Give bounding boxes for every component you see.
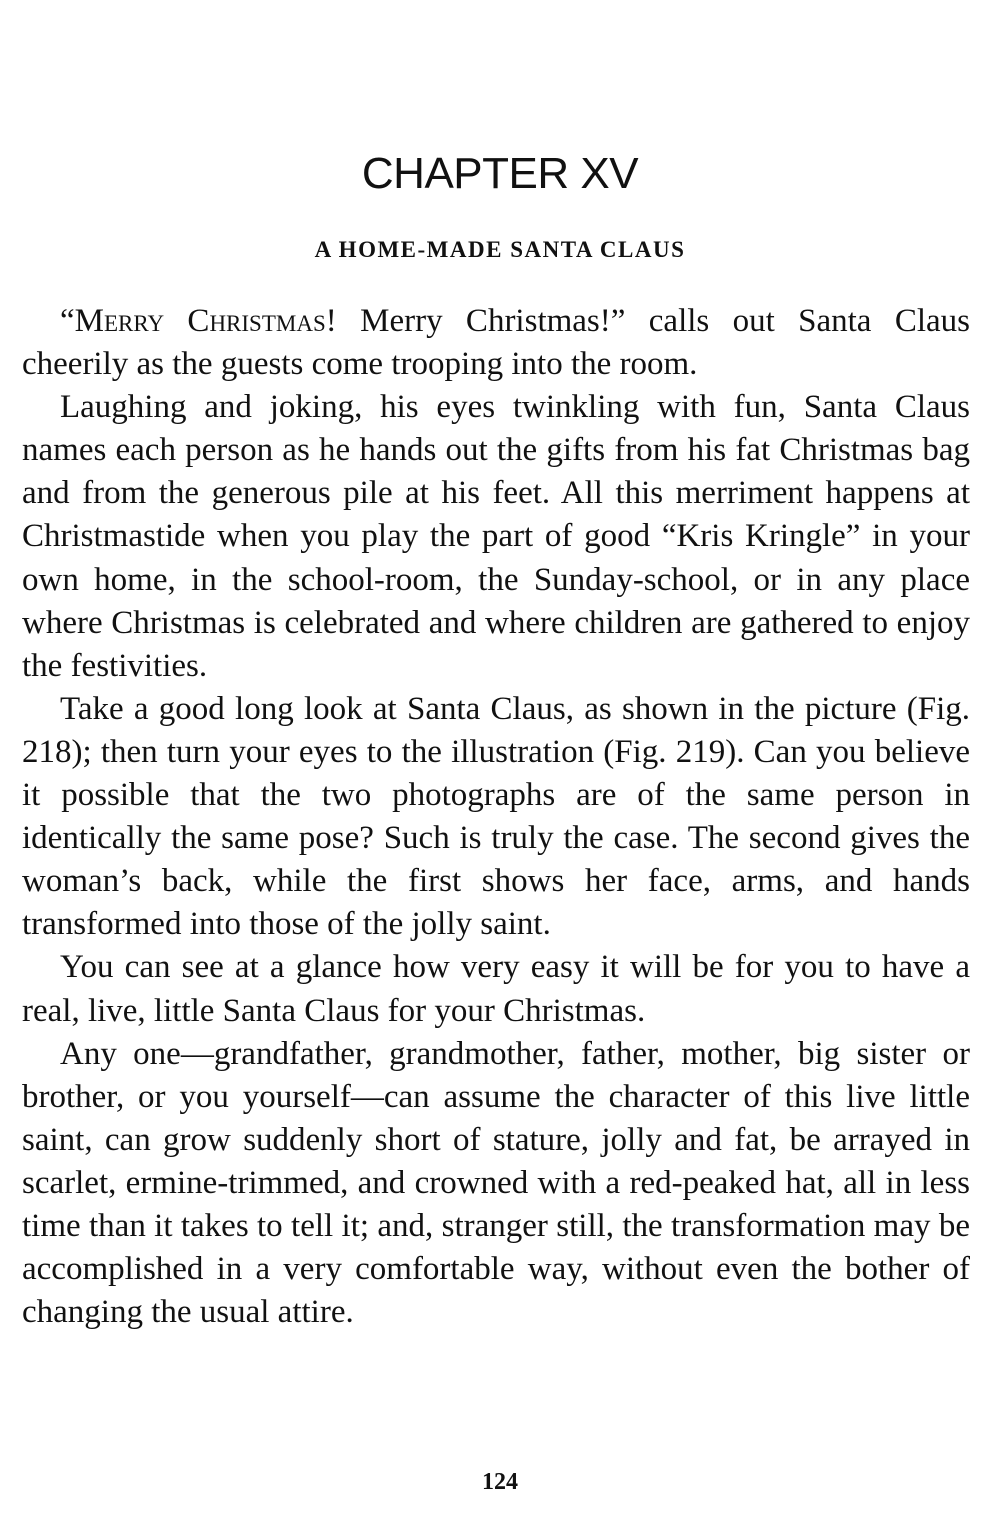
paragraph-5: Any one—grandfather, grandmother, father, mother, big sister or brother, or you yourself—can assume the character of this live little saint, can grow suddenly short of stature, jolly and fat, be arrayed in scarlet, ermine-trimmed, and crowned with a red-peaked hat, all in less time than it takes to tell it; and, stranger still, the transformation may be accomplished in a very comfortable way, without even the bother of changing the usual attire. (22, 1035, 970, 1331)
paragraph-2: Laughing and joking, his eyes twinkling with fun, Santa Claus names each person as he hands out the gifts from his fat Christmas bag and from the generous pile at his feet. All this merriment happens at Christmastide when you play the part of good “Kris Kringle” in your own home, in the school-room, the Sunday-school, or in any place where Christmas is celebrated and where children are gathered to enjoy the festivities. (22, 389, 970, 684)
paragraph-1-text: ! Merry Christmas!” calls out Santa Claus cheerily as the guests come trooping into the room. (22, 303, 970, 383)
page-number: 124 (482, 1469, 518, 1495)
chapter-title: A HOME-MADE SANTA CLAUS (314, 237, 686, 262)
paragraph-1 (22, 300, 970, 386)
opening-smallcaps: Merry Christmas (74, 303, 326, 339)
paragraph-4: You can see at a glance how very easy it will be for you to have a real, live, little Santa Claus for your Christmas. (22, 949, 970, 1029)
opening-quote: “ (60, 303, 75, 339)
chapter-body (22, 300, 970, 1334)
paragraph-3: Take a good long look at Santa Claus, as shown in the picture (Fig. 218); then turn your eyes to the illustration (Fig. 219). Can you believe it possible that the two photographs are of the same person in identically the same pose? Such is truly the case. The second gives the woman’s back, while the first shows her face, arms, and hands transformed into those of the jolly saint. (22, 690, 970, 943)
chapter-heading: CHAPTER XV (361, 149, 639, 198)
